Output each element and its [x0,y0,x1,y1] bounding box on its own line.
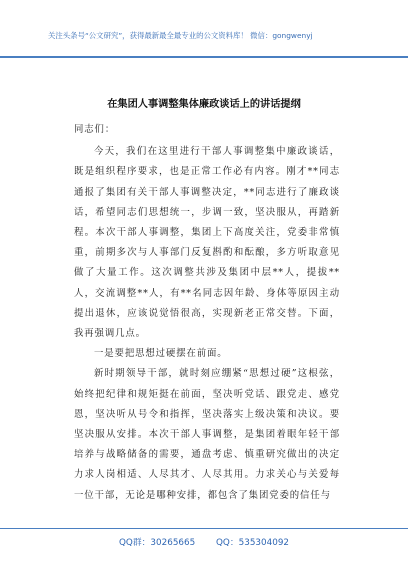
footer-contacts: QQ群：30265665 QQ：535304092 [118,538,290,548]
document-title: 在集团人事调整集体廉政谈话上的讲话提纲 [107,99,301,110]
header-banner [0,0,408,58]
salutation: 同志们： [74,124,116,135]
footer-bar [0,528,408,548]
document-body [74,108,340,506]
paragraph-intro: 今天，我们在这里进行干部人事调整集中廉政谈话，既是组织程序要求，也是正常工作必有内容。刚才**同志通报了集团有关干部人事调整决定，**同志进行了廉政谈话，希望同志们思想统一，步调一致，坚决服从，再踏新程。本次干部人事调整，集团上下高度关注，党委非常慎重，前期多次与人事部门反复斟酌和酝酿，多方听取意见做了大量工作。这次调整共涉及集团中层**人，提拔**人，交流调整**人，有**名同志因年龄、身体等原因主动提出退休，应该说觉悟很高，实现新老正常交替。下面，我再强调几点。 [74,146,340,340]
paragraph-section-1: 新时期领导干部，就时刻应绷紧“思想过硬”这根弦，始终把纪律和规矩挺在前面，坚决听党话、跟党走、感党恩，坚决听从号令和指挥，坚决落实上级决策和决议。要坚决服从安排。本次干部人事调整，是集团着眼年轻干部培养与战略储备的需要，通盘考虑、慎重研究做出的决定力求人岗相适、人尽其才、人尽其用。力求关心与关爱每一位干部，无论是哪种安排，都包含了集团党委的信任与 [74,368,340,501]
header-banner-text: 关注头条号“公文研究”，获得最新最全最专业的公文资料库！ 微信：gongwenyj [48,31,313,40]
section-heading-1: 一是要把思想过硬摆在前面。 [94,348,228,360]
